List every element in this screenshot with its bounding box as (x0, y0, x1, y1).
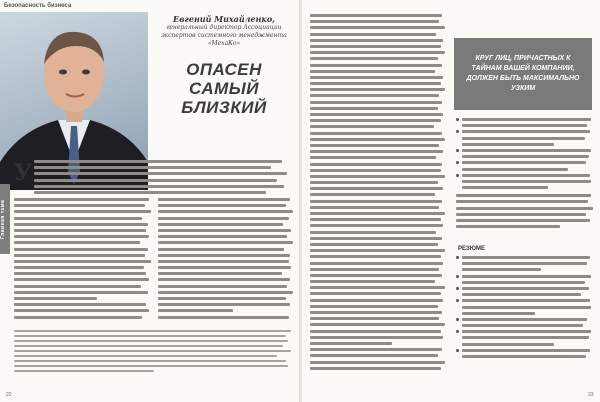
resume-heading: РЕЗЮМЕ (458, 246, 485, 252)
resume-list (456, 256, 594, 361)
footnote (14, 330, 294, 375)
dropcap: У (14, 160, 32, 186)
article-headline: ОПАСЕН САМЫЙ БЛИЗКИЙ (181, 60, 267, 117)
right-page (302, 0, 600, 402)
article-body-left (34, 160, 292, 197)
section-label: Безопасность бизнеса (4, 3, 72, 9)
article-column-2 (158, 198, 294, 322)
page-number-right: 23 (588, 392, 594, 398)
article-column-3 (310, 14, 446, 373)
page-number-left: 22 (6, 392, 12, 398)
article-column-1 (14, 198, 152, 322)
author-role: генеральный директор Ассоциации экспертов системного менеджмента «МехаКо» (161, 24, 287, 47)
bullet-list (456, 118, 594, 231)
author-name: Евгений Михайленко, (173, 14, 275, 24)
side-tab: Главная тема (0, 184, 10, 254)
pull-quote: КРУГ ЛИЦ, ПРИЧАСТНЫХ К ТАЙНАМ ВАШЕЙ КОМПАНИИ, ДОЛЖЕН БЫТЬ МАКСИМАЛЬНО УЗКИМ (454, 38, 592, 110)
byline (154, 14, 294, 48)
